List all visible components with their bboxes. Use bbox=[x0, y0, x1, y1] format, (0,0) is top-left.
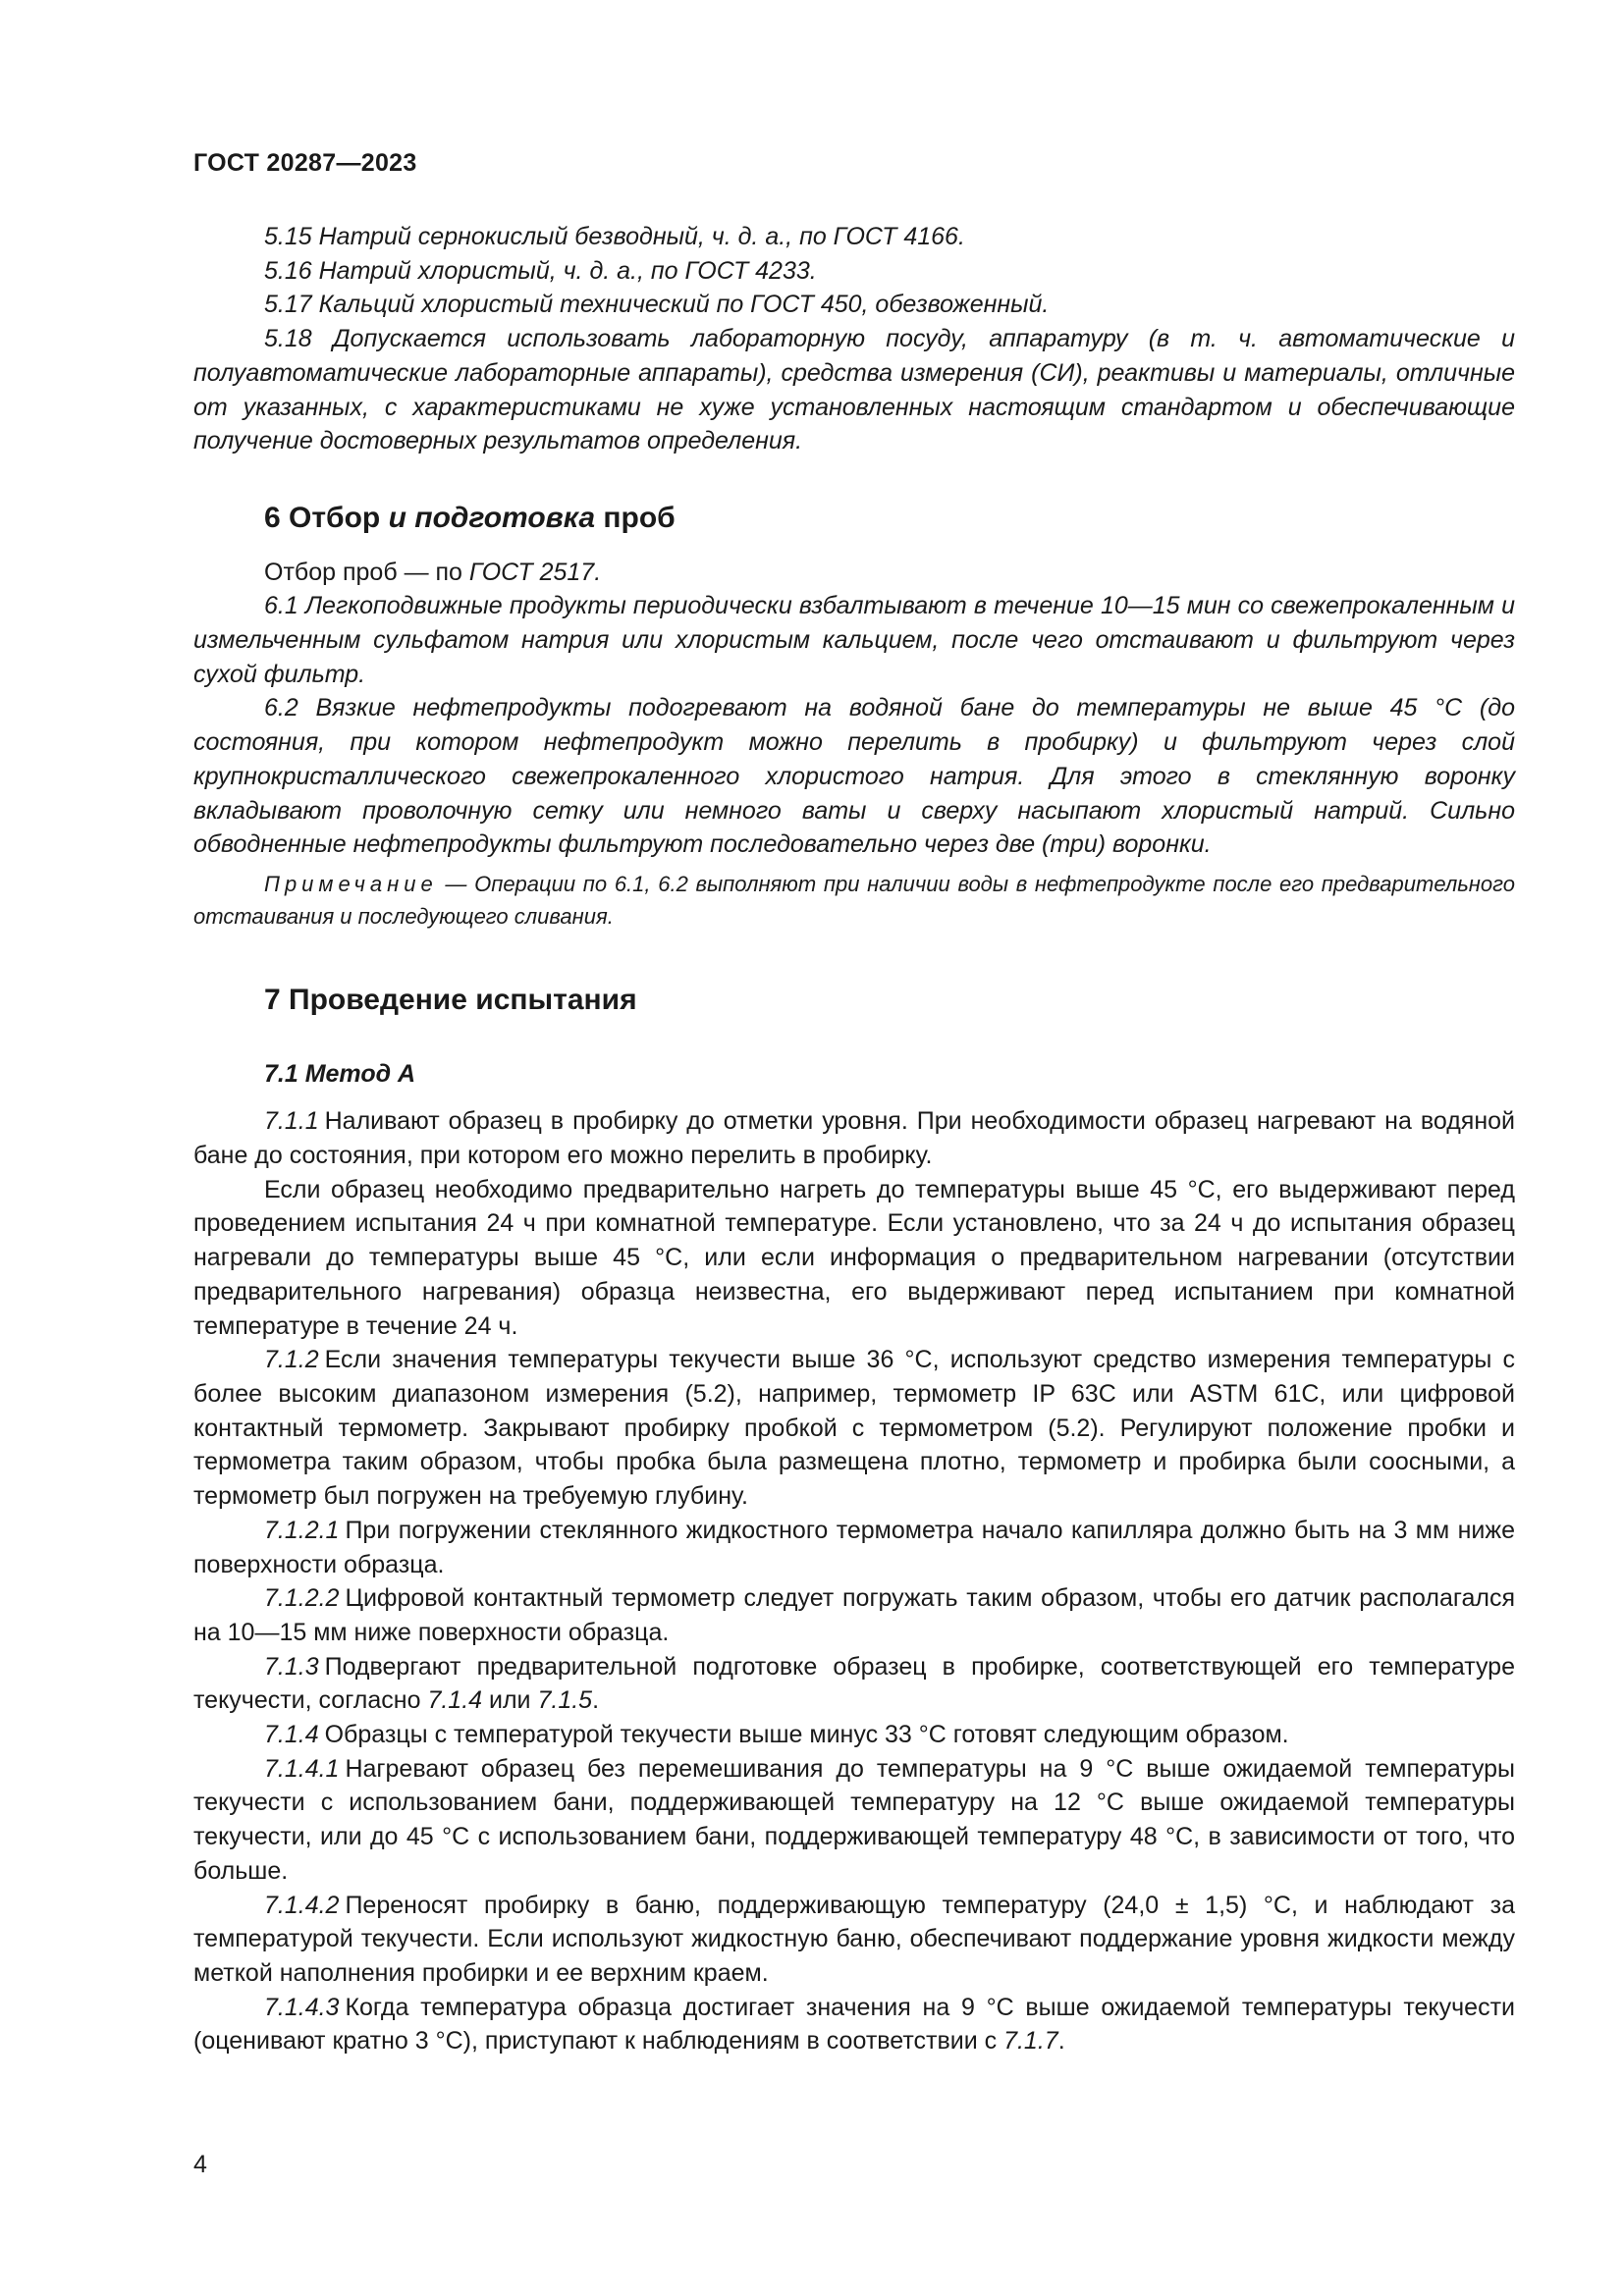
clause-5-17: 5.17 Кальций хлористый технический по ГОСТ 450, обезвоженный. bbox=[264, 291, 1050, 319]
page-number: 4 bbox=[193, 2151, 207, 2178]
note-6: Примечание — Операции по 6.1, 6.2 выполняют при наличии воды в нефтепродукте после его предварительного отстаивания и последующего сливания. bbox=[193, 871, 1515, 929]
clause-7-1-1-continued: Если образец необходимо предварительно нагреть до температуры выше 45 °С, его выдерживают перед проведением испытания 24 ч при комнатной температуре. Если установлено, что за 24 ч до испытания образец нагревали до температуры выше 45 °С, или если информация о предварительном нагревании (отсутствии предварительного нагревания) образца неизвестна, его выдерживают перед испытанием при комнатной температуре в течение 24 ч. bbox=[193, 1175, 1515, 1340]
clause-7-1-4: 7.1.4 Образцы с температурой текучести выше минус 33 °С готовят следующим образом. bbox=[264, 1721, 1289, 1749]
page-content bbox=[193, 220, 1515, 2058]
section-6-intro: Отбор проб — по ГОСТ 2517. bbox=[264, 558, 602, 586]
clause-5-18: 5.18 Допускается использовать лабораторную посуду, аппаратуру (в т. ч. автоматические и полуавтоматические лабораторные аппараты), средства измерения (СИ), реактивы и материалы, отличные от указанных, с характеристиками не хуже установленных настоящим стандартом и обеспечивающие получение достоверных результатов определения. bbox=[193, 325, 1515, 455]
clause-7-1-2-2: 7.1.2.2 Цифровой контактный термометр следует погружать таким образом, чтобы его датчик располагался на 10—15 мм ниже поверхности образца. bbox=[193, 1584, 1515, 1646]
clause-5-16: 5.16 Натрий хлористый, ч. д. а., по ГОСТ 4233. bbox=[264, 256, 817, 285]
clause-7-1-4-3: 7.1.4.3 Когда температура образца достигает значения на 9 °С выше ожидаемой температуры текучести (оценивают кратно 3 °С), приступают к наблюдениям в соответствии с 7.1.7. bbox=[193, 1993, 1515, 2056]
clause-7-1-4-2: 7.1.4.2 Переносят пробирку в баню, поддерживающую температуру (24,0 ± 1,5) °С, и наблюдают за температурой текучести. Если используют жидкостную баню, обеспечивают поддержание уровня жидкости между меткой наполнения пробирки и ее верхним краем. bbox=[193, 1891, 1515, 1987]
clause-5-15: 5.15 Натрий сернокислый безводный, ч. д. а., по ГОСТ 4166. bbox=[264, 223, 965, 250]
clause-6-1: 6.1 Легкоподвижные продукты периодически взбалтывают в течение 10—15 мин со свежепрокаленным и измельченным сульфатом натрия или хлористым кальцием, после чего отстаивают и фильтруют через сухой фильтр. bbox=[193, 592, 1515, 688]
clause-7-1-2-1: 7.1.2.1 При погружении стеклянного жидкостного термометра начало капилляра должно быть на 3 мм ниже поверхности образца. bbox=[193, 1516, 1515, 1578]
section-7-title: 7 Проведение испытания bbox=[264, 983, 637, 1016]
section-6-title: 6 Отбор и подготовка проб bbox=[264, 501, 676, 534]
document-header: ГОСТ 20287—2023 bbox=[193, 149, 417, 177]
clause-7-1-2: 7.1.2 Если значения температуры текучести выше 36 °С, используют средство измерения температуры с более высоким диапазоном измерения (5.2), например, термометр IP 63C или ASTM 61C, или цифровой контактный термометр. Закрывают пробирку пробкой с термометром (5.2). Регулируют положение пробки и термометра таким образом, чтобы пробка была размещена плотно, термометр и пробирка были соосными, а термометр был погружен на требуемую глубину. bbox=[193, 1346, 1515, 1511]
subsection-7-1-title: 7.1 Метод А bbox=[264, 1059, 416, 1088]
clause-7-1-1: 7.1.1 Наливают образец в пробирку до отметки уровня. При необходимости образец нагревают на водяной бане до состояния, при котором его можно перелить в пробирку. bbox=[193, 1107, 1515, 1170]
clause-6-2: 6.2 Вязкие нефтепродукты подогревают на водяной бане до температуры не выше 45 °С (до состояния, при котором нефтепродукт можно перелить в пробирку) и фильтруют через слой крупнокристаллического свежепрокаленного хлористого натрия. Для этого в стеклянную воронку вкладывают проволочную сетку или немного ваты и сверху насыпают хлористый натрий. Сильно обводненные нефтепродукты фильтруют последовательно через две (три) воронки. bbox=[193, 694, 1515, 859]
clause-7-1-4-1: 7.1.4.1 Нагревают образец без перемешивания до температуры на 9 °С выше ожидаемой температуры текучести с использованием бани, поддерживающей температуру на 12 °С выше ожидаемой температуры текучести, или до 45 °С с использованием бани, поддерживающей температуру 48 °С, в зависимости от того, что больше. bbox=[193, 1754, 1515, 1885]
clause-7-1-3: 7.1.3 Подвергают предварительной подготовке образец в пробирке, соответствующей его температуре текучести, согласно 7.1.4 или 7.1.5. bbox=[193, 1652, 1515, 1715]
